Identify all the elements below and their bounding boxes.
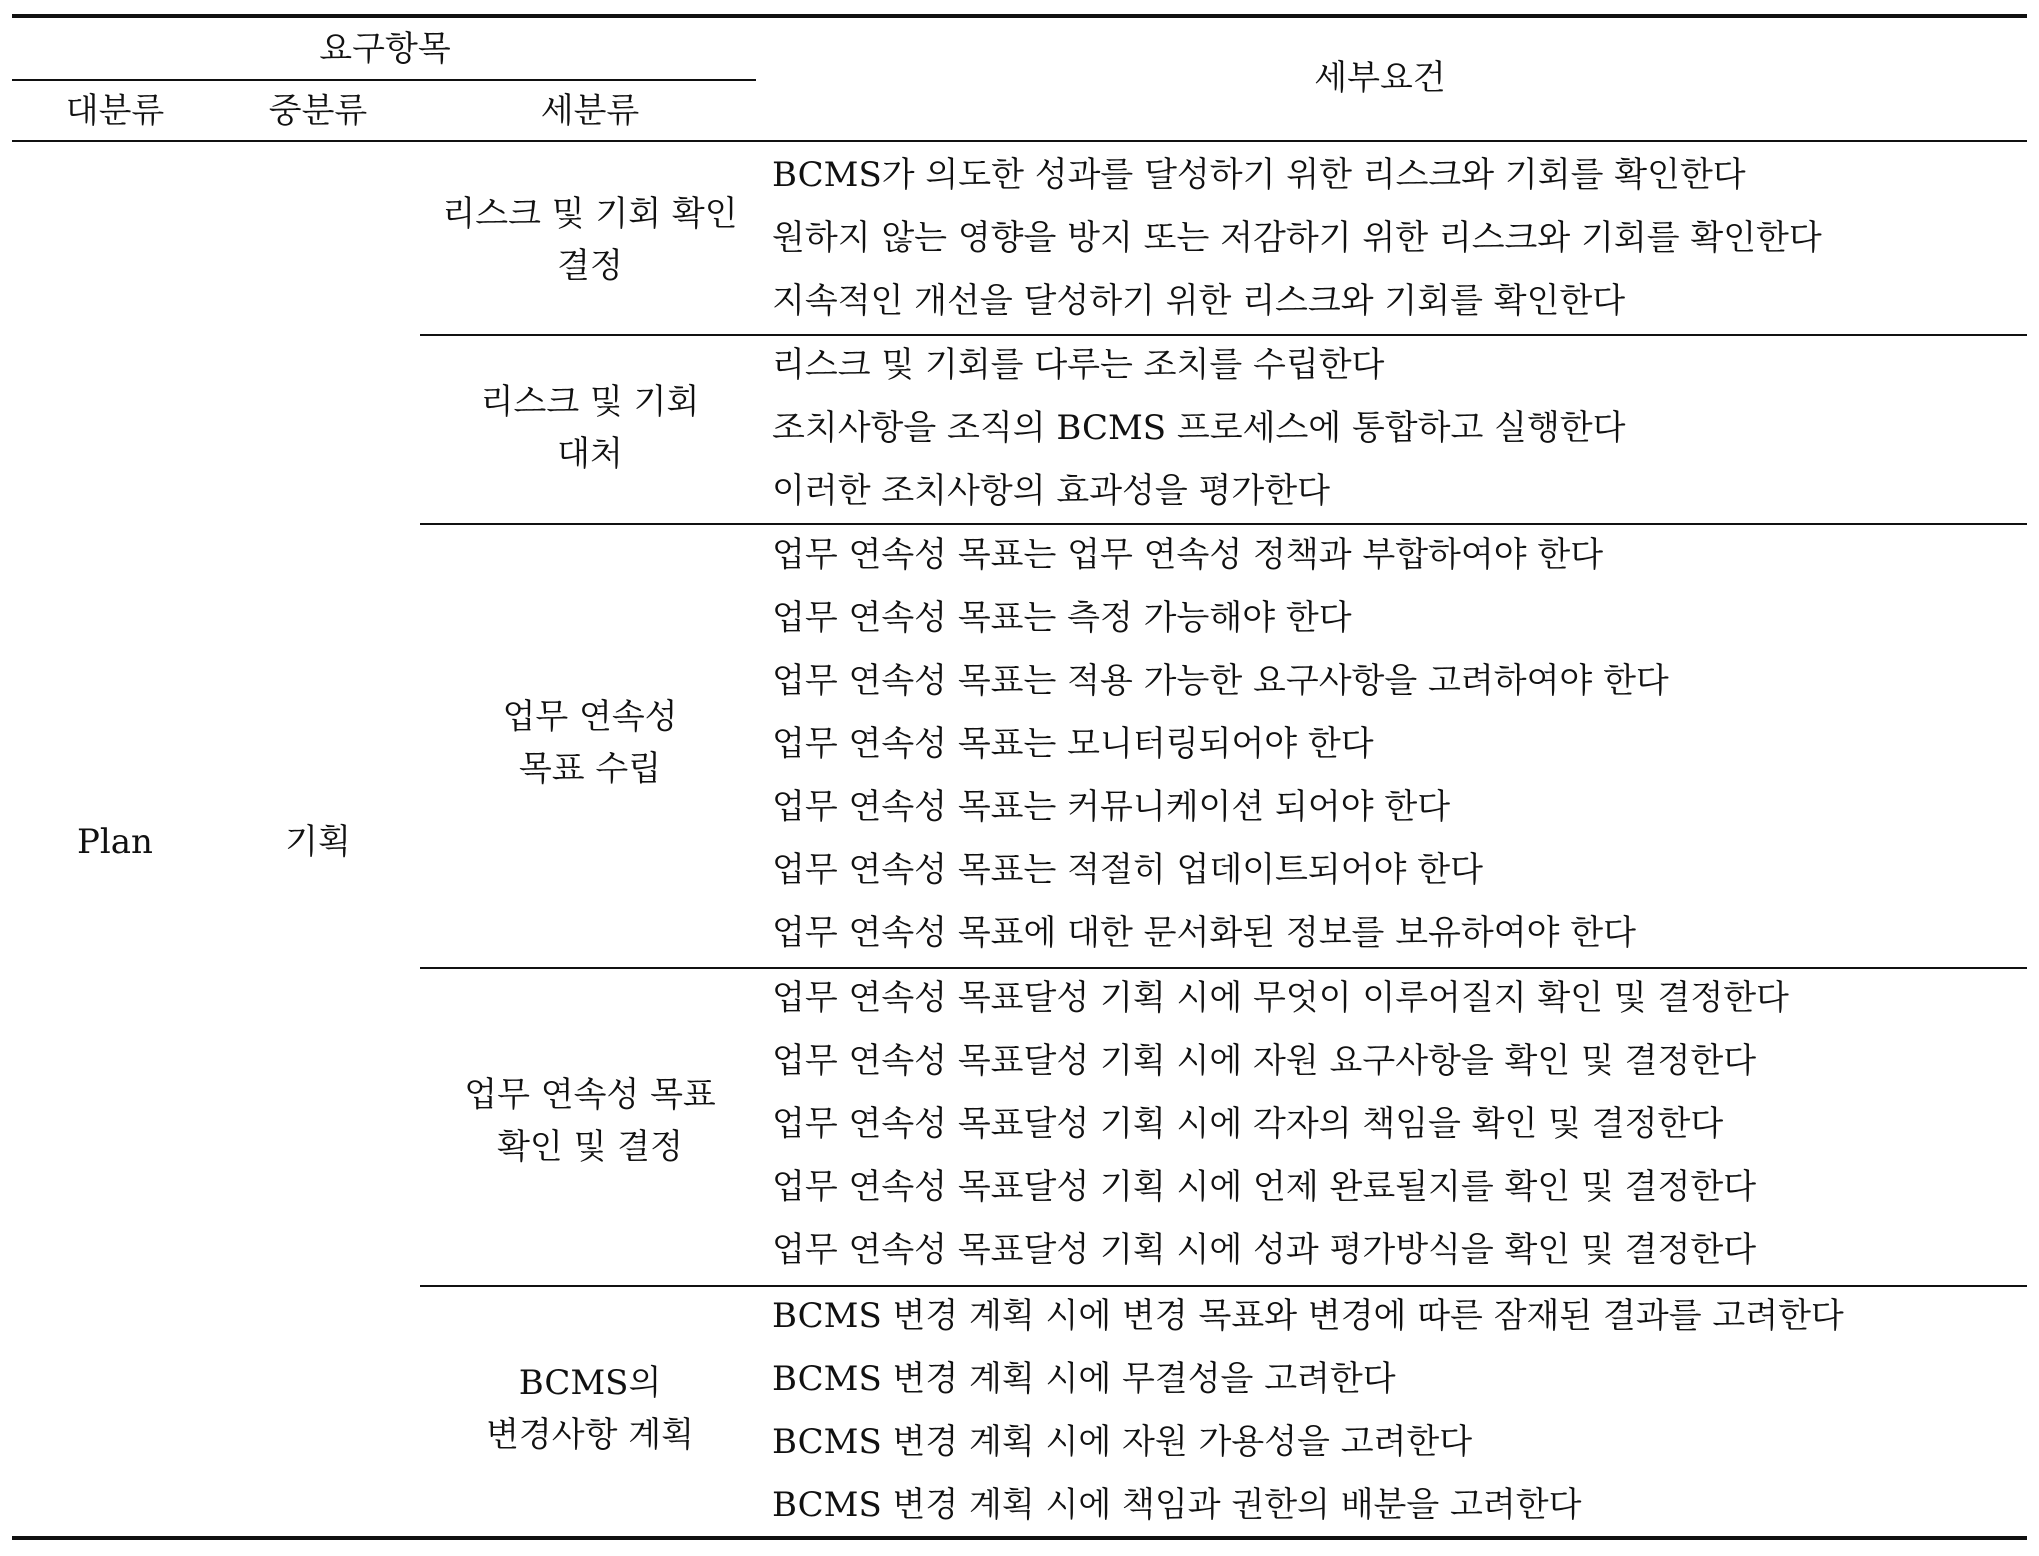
detail-row: 업무 연속성 목표는 모니터링되어야 한다 [772,724,1374,764]
detail-row: BCMS가 의도한 성과를 달성하기 위한 리스크와 기회를 확인한다 [772,155,1746,195]
minor-category: 업무 연속성 목표 수립 [502,697,678,789]
header-major: 대분류 [65,91,165,131]
minor-category: BCMS의 변경사항 계획 [486,1363,694,1455]
minor-category: 리스크 및 기회 확인 결정 [442,194,738,286]
detail-row: BCMS 변경 계획 시에 책임과 권한의 배분을 고려한다 [772,1485,1582,1525]
section-rule-4 [420,1285,2027,1287]
section-rule-2 [420,523,2027,525]
minor-category: 업무 연속성 목표 확인 및 결정 [464,1075,716,1167]
section-rule-1 [420,334,2027,336]
detail-row: 조치사항을 조직의 BCMS 프로세스에 통합하고 실행한다 [772,408,1626,448]
detail-row: BCMS 변경 계획 시에 무결성을 고려한다 [772,1359,1396,1399]
detail-row: BCMS 변경 계획 시에 자원 가용성을 고려한다 [772,1422,1473,1462]
detail-row: 업무 연속성 목표달성 기획 시에 무엇이 이루어질지 확인 및 결정한다 [772,978,1789,1018]
header-middle: 중분류 [268,91,368,131]
detail-row: 원하지 않는 영향을 방지 또는 저감하기 위한 리스크와 기회를 확인한다 [772,218,1822,258]
table-bottom-rule [12,1536,2027,1540]
detail-row: 리스크 및 기회를 다루는 조치를 수립한다 [772,345,1385,385]
detail-row: 업무 연속성 목표에 대한 문서화된 정보를 보유하여야 한다 [772,913,1636,953]
detail-row: 업무 연속성 목표는 측정 가능해야 한다 [772,598,1352,638]
header-group-label: 요구항목 [319,29,451,69]
detail-row: 업무 연속성 목표는 업무 연속성 정책과 부합하여야 한다 [772,535,1604,575]
group-header-rule [12,79,756,81]
section-rule-3 [420,967,2027,969]
header-minor: 세분류 [540,91,640,131]
detail-row: 업무 연속성 목표달성 기획 시에 자원 요구사항을 확인 및 결정한다 [772,1041,1757,1081]
detail-row: 업무 연속성 목표달성 기획 시에 성과 평가방식을 확인 및 결정한다 [772,1230,1757,1270]
header-detail: 세부요건 [1314,58,1446,98]
detail-row: 업무 연속성 목표달성 기획 시에 각자의 책임을 확인 및 결정한다 [772,1104,1724,1144]
detail-row: 업무 연속성 목표는 적용 가능한 요구사항을 고려하여야 한다 [772,661,1669,701]
detail-row: 지속적인 개선을 달성하기 위한 리스크와 기회를 확인한다 [772,281,1626,321]
header-bottom-rule [12,140,2027,142]
major-category: Plan [77,822,153,862]
middle-category: 기획 [285,822,351,862]
detail-row: 업무 연속성 목표달성 기획 시에 언제 완료될지를 확인 및 결정한다 [772,1167,1757,1207]
detail-row: 업무 연속성 목표는 적절히 업데이트되어야 한다 [772,850,1483,890]
detail-row: BCMS 변경 계획 시에 변경 목표와 변경에 따른 잠재된 결과를 고려한다 [772,1296,1844,1336]
table-top-rule [12,14,2027,18]
detail-row: 이러한 조치사항의 효과성을 평가한다 [772,471,1330,511]
detail-row: 업무 연속성 목표는 커뮤니케이션 되어야 한다 [772,787,1451,827]
minor-category: 리스크 및 기회 대처 [480,382,700,474]
